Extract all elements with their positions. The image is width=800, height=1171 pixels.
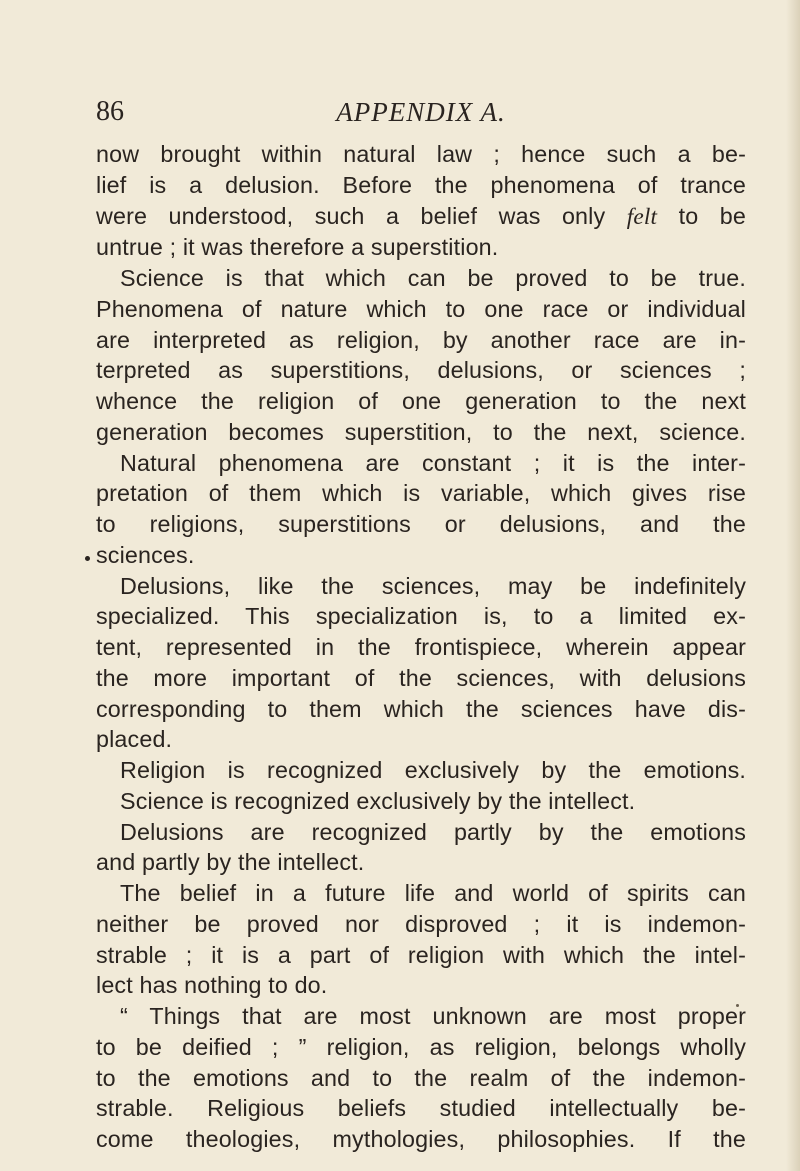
text-line: lect has nothing to do.: [96, 972, 328, 999]
text-line: Religion is recognized exclusively by the emotions.: [120, 757, 746, 783]
text-line: pretation of them which is variable, which gives rise: [96, 480, 746, 507]
text-line: neither be proved nor disproved ; it is indemon-: [96, 910, 746, 937]
text-line: sciences.: [96, 541, 195, 568]
text-line: to the emotions and to the realm of the indemon-: [96, 1064, 746, 1091]
text-line: terpreted as superstitions, delusions, or sciences ;: [96, 357, 746, 384]
text-line: untrue ; it was therefore a superstition.: [96, 234, 499, 261]
text-line: Delusions, like the sciences, may be indefinitely: [120, 572, 746, 599]
text-line: tent, represented in the frontispiece, wherein appear: [96, 634, 746, 660]
text-line: the more important of the sciences, with delusions: [96, 664, 746, 691]
text-line: strable ; it is a part of religion with which the intel-: [96, 941, 746, 968]
text-line: strable. Religious beliefs studied intellectually be-: [96, 1095, 746, 1122]
text-line: Science is that which can be proved to be true.: [120, 265, 746, 291]
margin-dot-mark: [85, 556, 90, 561]
page-edge-shadow: [786, 0, 800, 1171]
text-line: Science is recognized exclusively by the intellect.: [120, 787, 636, 814]
page-number: 86: [96, 96, 124, 127]
text-line: are interpreted as religion, by another race are in-: [96, 326, 746, 353]
text-line: corresponding to them which the sciences have dis-: [96, 695, 746, 722]
text-line: whence the religion of one generation to the next: [96, 388, 746, 414]
text-line: Delusions are recognized partly by the emotions: [120, 818, 746, 845]
text-line: come theologies, mythologies, philosophies. If the: [96, 1126, 746, 1152]
text-line: Phenomena of nature which to one race or individual: [96, 295, 746, 322]
text-line: “ Things that are most unknown are most proper: [120, 1003, 746, 1029]
body-text: [96, 139, 746, 1155]
text-line: to religions, superstitions or delusions, and the: [96, 511, 746, 537]
text-line: now brought within natural law ; hence such a be-: [96, 141, 746, 167]
text-line: generation becomes superstition, to the next, science.: [96, 418, 746, 445]
running-head: APPENDIX A.: [336, 97, 506, 127]
text-line: placed.: [96, 726, 173, 753]
text-line: The belief in a future life and world of spirits can: [120, 880, 746, 906]
text-line: and partly by the intellect.: [96, 849, 365, 876]
text-line: specialized. This specialization is, to a limited ex-: [96, 603, 746, 630]
page-header: [96, 92, 746, 132]
text-line: to be deified ; ” religion, as religion, belongs wholly: [96, 1033, 746, 1060]
text-line: were understood, such a belief was only felt to be: [96, 202, 746, 230]
emphasis-felt: felt: [626, 203, 658, 230]
text-line: lief is a delusion. Before the phenomena of trance: [96, 171, 746, 198]
text-line: Natural phenomena are constant ; it is the inter-: [120, 449, 746, 476]
